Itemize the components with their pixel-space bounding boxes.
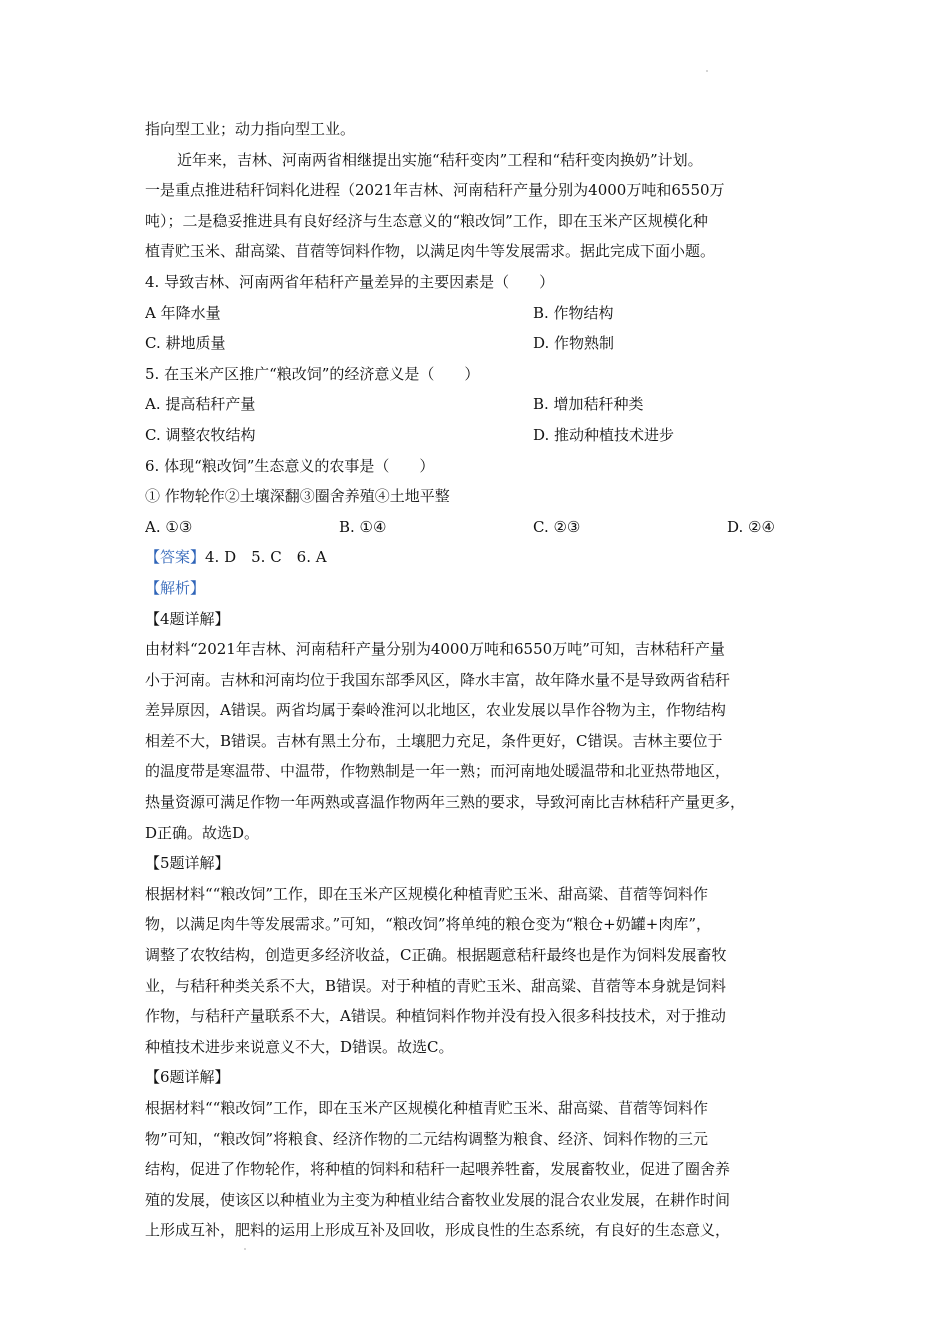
paragraph-line: 一是重点推进秸秆饲料化进程（2021年吉林、河南秸秆产量分别为4000万吨和6550万 bbox=[145, 181, 725, 200]
option-row bbox=[145, 328, 809, 359]
option-row bbox=[145, 389, 809, 420]
option-row bbox=[145, 420, 809, 451]
option-row bbox=[145, 512, 809, 543]
detail-line: 作物，与秸秆产量联系不大，A错误。种植饲料作物并没有投入很多科技技术，对于推动 bbox=[145, 1007, 726, 1026]
detail-line: 结构，促进了作物轮作，将种植的饲料和秸秆一起喂养牲畜，发展畜牧业，促进了圈舍养 bbox=[145, 1160, 731, 1179]
material-paragraph bbox=[145, 145, 809, 267]
paragraph-line: 近年来，吉林、河南两省相继提出实施“秸秆变肉”工程和“秸秆变肉换奶”计划。 bbox=[177, 150, 703, 169]
option-c: C. 耕地质量 bbox=[145, 334, 226, 353]
option-d: D. ②④ bbox=[727, 517, 775, 536]
detail-line: 热量资源可满足作物一年两熟或喜温作物两年三熟的要求，导致河南比吉林秸秆产量更多， bbox=[145, 793, 746, 812]
option-b: B. ①④ bbox=[339, 517, 387, 536]
detail-line: 根据材料““粮改饲”工作，即在玉米产区规模化种植青贮玉米、甜高粱、苜蓿等饲料作 bbox=[145, 1099, 709, 1117]
detail-line: 的温度带是寒温带、中温带，作物熟制是一年一熟；而河南地处暖温带和北亚热带地区， bbox=[145, 762, 731, 781]
scan-dot bbox=[244, 1248, 246, 1250]
detail-line: 殖的发展，使该区以种植业为主变为种植业结合畜牧业发展的混合农业发展，在耕作时间 bbox=[145, 1190, 731, 1209]
detail-title: 【5题详解】 bbox=[145, 854, 230, 873]
paragraph-line: 植青贮玉米、甜高粱、苜蓿等饲料作物，以满足肉牛等发展需求。据此完成下面小题。 bbox=[145, 242, 716, 261]
question-stem: 4. 导致吉林、河南两省年秸秆产量差异的主要因素是（ ） bbox=[145, 272, 555, 291]
question-items: ① 作物轮作②土壤深翻③圈舍养殖④土地平整 bbox=[145, 487, 450, 506]
answer-label: 【答案】 bbox=[145, 548, 206, 567]
option-row bbox=[145, 298, 809, 329]
question-stem: 6. 体现“粮改饲”生态意义的农事是（ ） bbox=[145, 456, 435, 475]
question-stem: 5. 在玉米产区推广“粮改饲”的经济意义是（ ） bbox=[145, 364, 480, 383]
detail-line: 业，与秸秆种类关系不大，B错误。对于种植的青贮玉米、甜高粱、苜蓿等本身就是饲料 bbox=[145, 976, 727, 995]
option-d: D. 作物熟制 bbox=[533, 334, 615, 353]
answer-text: 4. D 5. C 6. A bbox=[205, 548, 327, 567]
detail-line: D正确。故选D。 bbox=[145, 823, 260, 842]
detail-line: 由材料“2021年吉林、河南秸秆产量分别为4000万吨和6550万吨”可知，吉林秸秆产量 bbox=[145, 640, 725, 659]
option-a: A 年降水量 bbox=[145, 303, 221, 322]
detail-line: 物，以满足肉牛等发展需求。”可知，“粮改饲”将单纯的粮仓变为“粮仓+奶罐+肉库”， bbox=[145, 915, 711, 934]
question-6 bbox=[145, 451, 809, 543]
detail-line: 调整了农牧结构，创造更多经济收益，C正确。根据题意秸秆最终也是作为饲料发展畜牧 bbox=[145, 946, 727, 965]
detail-6 bbox=[145, 1062, 809, 1246]
paragraph-line: 吨）；二是稳妥推进具有良好经济与生态意义的“粮改饲”工作，即在玉米产区规模化种 bbox=[145, 211, 708, 230]
detail-line: 种植技术进步来说意义不大，D错误。故选C。 bbox=[145, 1037, 454, 1056]
option-a: A. ①③ bbox=[145, 517, 193, 536]
detail-title: 【4题详解】 bbox=[145, 609, 230, 628]
answer-line bbox=[145, 542, 809, 573]
option-c: C. 调整农牧结构 bbox=[145, 425, 256, 444]
question-5 bbox=[145, 359, 809, 451]
question-4 bbox=[145, 267, 809, 359]
detail-line: 小于河南。吉林和河南均位于我国东部季风区，降水丰富，故年降水量不是导致两省秸秆 bbox=[145, 670, 731, 689]
option-d: D. 推动种植技术进步 bbox=[533, 425, 675, 444]
detail-line: 上形成互补，肥料的运用上形成互补及回收，形成良性的生态系统，有良好的生态意义， bbox=[145, 1221, 731, 1240]
analysis-label: 【解析】 bbox=[145, 578, 206, 597]
detail-4 bbox=[145, 604, 809, 849]
option-a: A. 提高秸秆产量 bbox=[145, 395, 256, 414]
detail-line: 根据材料““粮改饲”工作，即在玉米产区规模化种植青贮玉米、甜高粱、苜蓿等饲料作 bbox=[145, 884, 709, 903]
document-body bbox=[145, 114, 809, 1246]
detail-5 bbox=[145, 848, 809, 1062]
detail-line: 差异原因，A错误。两省均属于秦岭淮河以北地区，农业发展以旱作谷物为主，作物结构 bbox=[145, 701, 726, 720]
scan-dot bbox=[706, 70, 708, 72]
detail-title: 【6题详解】 bbox=[145, 1068, 230, 1087]
option-b: B. 作物结构 bbox=[533, 303, 614, 322]
option-b: B. 增加秸秆种类 bbox=[533, 395, 644, 414]
option-c: C. ②③ bbox=[533, 517, 581, 536]
intro-line: 指向型工业；动力指向型工业。 bbox=[145, 120, 356, 138]
detail-line: 相差不大，B错误。吉林有黑土分布，土壤肥力充足，条件更好，C错误。吉林主要位于 bbox=[145, 731, 723, 750]
detail-line: 物”可知，“粮改饲”将粮食、经济作物的二元结构调整为粮食、经济、饲料作物的三元 bbox=[145, 1129, 709, 1148]
